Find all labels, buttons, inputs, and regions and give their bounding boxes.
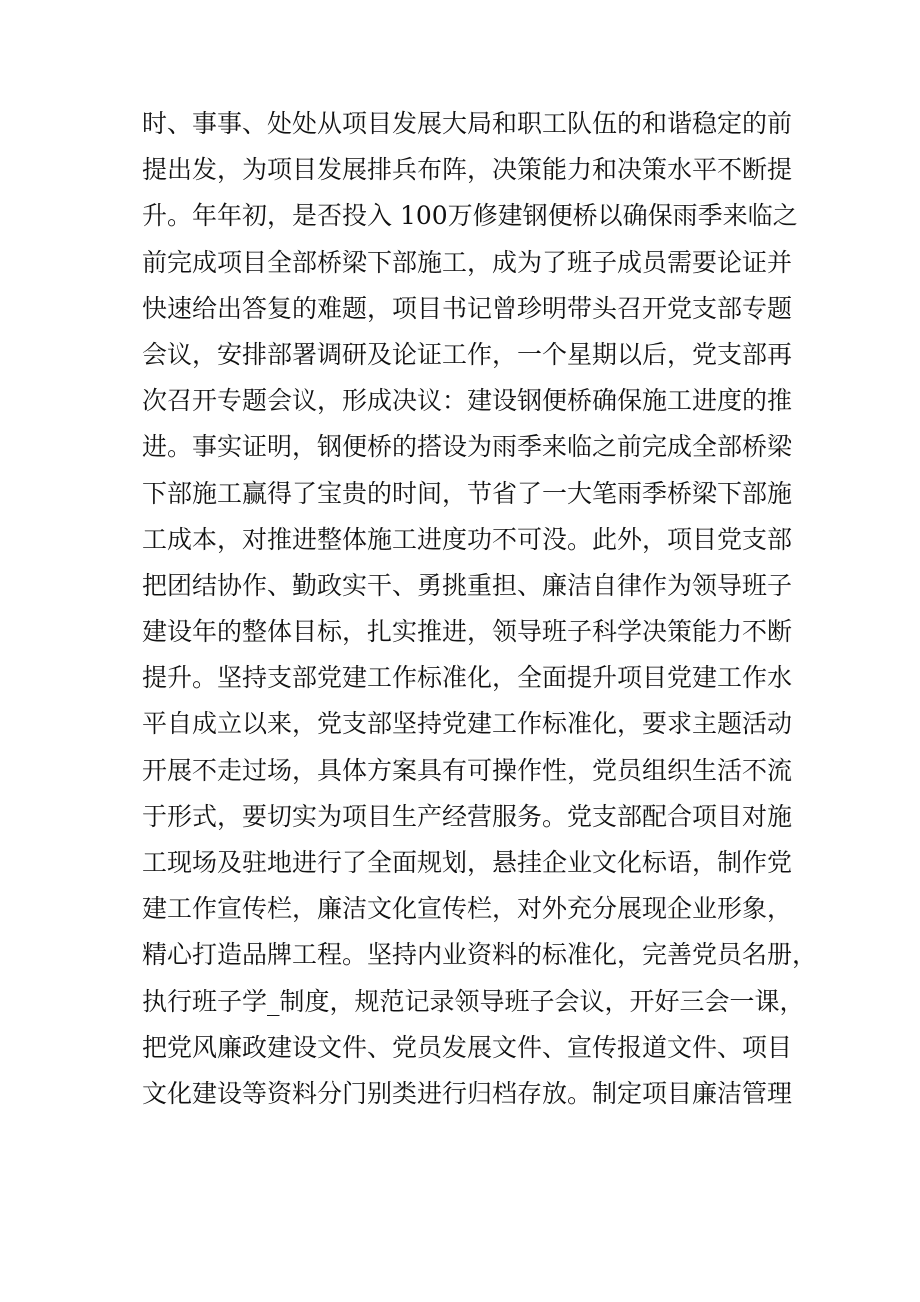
text-line: 工成本，对推进整体施工进度功不可没。此外，项目党支部 [142, 524, 793, 554]
text-line: 次召开专题会议，形成决议：建设钢便桥确保施工进度的推 [142, 386, 793, 416]
text-line: 提出发，为项目发展排兵布阵，决策能力和决策水平不断提 [142, 155, 793, 185]
text-line: 进。事实证明，钢便桥的搭设为雨季来临之前完成全部桥梁 [142, 432, 793, 462]
text-line: 把团结协作、勤政实干、勇挑重担、廉洁自律作为领导班子 [142, 570, 793, 600]
text-line: 文化建设等资料分门别类进行归档存放。制定项目廉洁管理 [142, 1078, 793, 1108]
body-paragraph [142, 101, 818, 1117]
text-line: 平自成立以来，党支部坚持党建工作标准化，要求主题活动 [142, 709, 793, 739]
text-line: 精心打造品牌工程。坚持内业资料的标准化，完善党员名册， [142, 940, 818, 970]
text-line: 快速给出答复的难题，项目书记曾珍明带头召开党支部专题 [142, 293, 793, 323]
text-line: 工现场及驻地进行了全面规划，悬挂企业文化标语，制作党 [142, 848, 793, 877]
text-line: 建设年的整体目标，扎实推进，领导班子科学决策能力不断 [142, 617, 793, 647]
text-line: 开展不走过场，具体方案具有可操作性，党员组织生活不流 [142, 755, 793, 785]
text-line: 执行班子学_制度，规范记录领导班子会议，开好三会一课， [142, 986, 805, 1016]
text-line: 升。年年初，是否投入 100万修建钢便桥以确保雨季来临之 [142, 201, 798, 231]
text-line: 把党风廉政建设文件、党员发展文件、宣传报道文件、项目 [142, 1032, 793, 1062]
text-line: 于形式，要切实为项目生产经营服务。党支部配合项目对施 [142, 801, 793, 831]
text-line: 提升。坚持支部党建工作标准化，全面提升项目党建工作水 [142, 663, 793, 693]
text-line: 时、事事、处处从项目发展大局和职工队伍的和谐稳定的前 [142, 109, 793, 138]
text-line: 下部施工赢得了宝贵的时间，节省了一大笔雨季桥梁下部施 [142, 478, 793, 508]
text-line: 建工作宣传栏，廉洁文化宣传栏，对外充分展现企业形象， [142, 894, 793, 924]
text-line: 会议，安排部署调研及论证工作，一个星期以后，党支部再 [142, 339, 793, 369]
text-line: 前完成项目全部桥梁下部施工，成为了班子成员需要论证并 [142, 247, 793, 277]
